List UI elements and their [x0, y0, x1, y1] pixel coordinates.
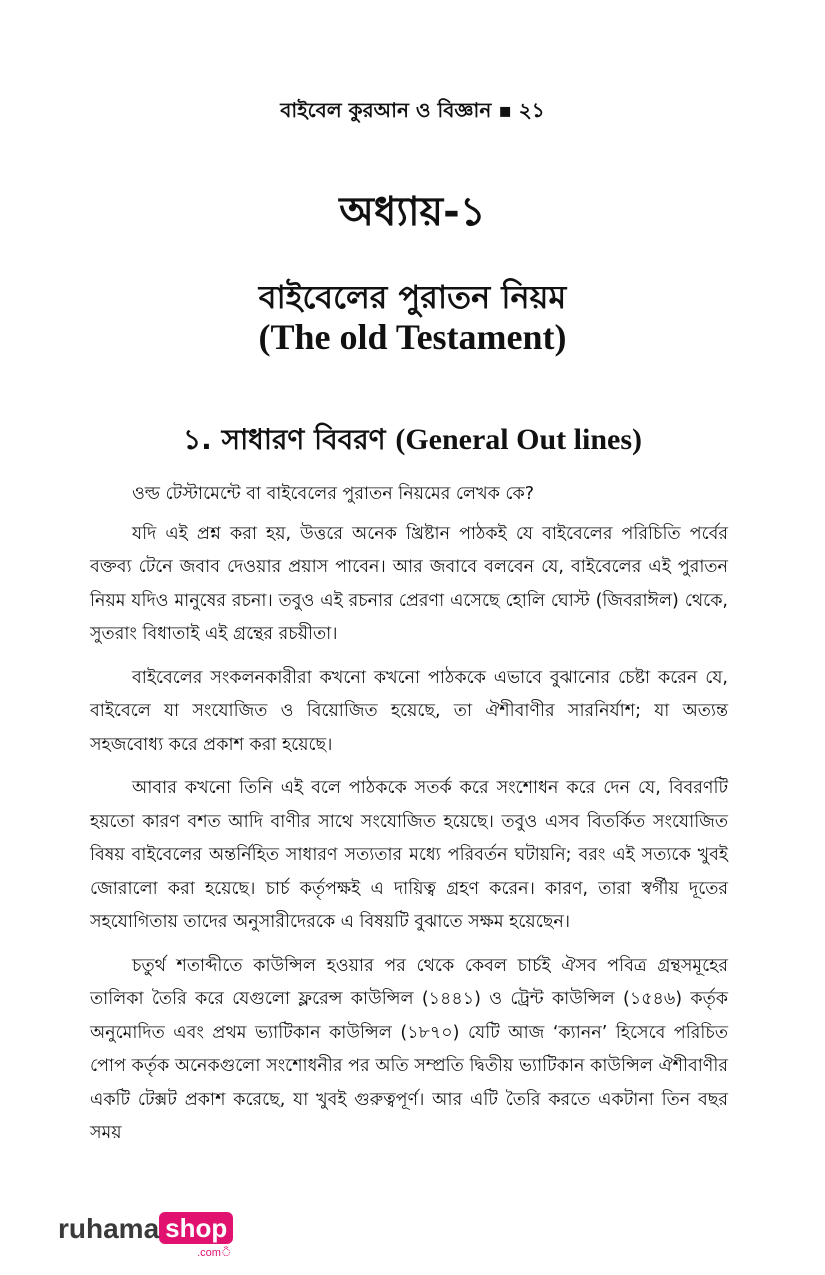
running-header: বাইবেল কুরআন ও বিজ্ঞান ▪ ২১	[280, 98, 545, 122]
chapter-title: অধ্যায়-১	[339, 189, 486, 235]
section-heading-bengali: ১. সাধারণ বিবরণ	[183, 423, 386, 456]
logo-dotcom-text: .comঁ	[197, 1247, 232, 1259]
logo-ruhama-text: ruhama	[58, 1213, 160, 1244]
paragraph: আবার কখনো তিনি এই বলে পাঠককে সতর্ক করে সংশোধন করে দেন যে, বিবরণটি হয়তো কারণ বশত আদি বাণীর সাথে সংযোজিত হয়েছে। তবুও এসব বিতর্কিত সংযোজিত বিষয় বাইবেলের অন্তর্নিহিত সাধারণ সত্যতার মধ্যে পরিবর্তন ঘটায়নি; বরং এই সত্যকে খুবই জোরালো করা হয়েছে। চার্চ কর্তৃপক্ষই এ দায়িত্ব গ্রহণ করেন। কারণ, তারা স্বর্গীয় দূতের সহযোগিতায় তাদের অনুসারীদেরকে এ বিষয়টি বুঝাতে সক্ষম হয়েছেন।	[90, 778, 728, 932]
chapter-subtitle-bengali: বাইবেলের পুরাতন নিয়ম	[258, 278, 567, 316]
paragraph: যদি এই প্রশ্ন করা হয়, উত্তরে অনেক খ্রিষ্টান পাঠকই যে বাইবেলের পরিচিতি পর্বের বক্তব্য টেনে জবাব দেওয়ার প্রয়াস পাবেন। আর জবাবে বলবেন যে, বাইবেলের এই পুরাতন নিয়ম যদিও মানুষের রচনা। তবুও এই রচনার প্রেরণা এসেছে হোলি ঘোস্ট (জিবরাঈল) থেকে, সুতরাং বিধাতাই এই গ্রন্থের রচয়ীতা।	[90, 523, 728, 644]
body-text	[90, 478, 728, 1161]
ruhamashop-logo	[58, 1212, 233, 1259]
section-heading	[0, 418, 825, 465]
paragraph: চতুর্থ শতাব্দীতে কাউন্সিল হওয়ার পর থেকে কেবল চার্চই ঐসব পবিত্র গ্রন্থসমূহের তালিকা তৈরি করে যেগুলো ফ্লরেন্স কাউন্সিল (১৪৪১) ও ট্রেন্ট কাউন্সিল (১৫৪৬) কর্তৃক অনুমোদিত এবং প্রথম ভ্যাটিকান কাউন্সিল (১৮৭০) যেটি আজ ‘ক্যানন’ হিসেবে পরিচিত পোপ কর্তৃক অনেকগুলো সংশোধনীর পর অতি সম্প্রতি দ্বিতীয় ভ্যাটিকান কাউন্সিল ঐশীবাণীর একটি টেক্সট প্রকাশ করেছে, যা খুবই গুরুত্বপূর্ণ। আর এটি তৈরি করতে একটানা তিন বছর সময়	[90, 955, 728, 1143]
paragraph-question: ওল্ড টেস্টামেন্টে বা বাইবেলের পুরাতন নিয়মের লেখক কে?	[132, 484, 535, 504]
paragraph: বাইবেলের সংকলনকারীরা কখনো কখনো পাঠককে এভাবে বুঝানোর চেষ্টা করেন যে, বাইবেলে যা সংযোজিত ও বিয়োজিত হয়েছে, তা ঐশীবাণীর সারনির্যাশ; যা অত্যন্ত সহজবোধ্য করে প্রকাশ করা হয়েছে।	[90, 667, 728, 755]
section-heading-english: (General Out lines)	[395, 423, 642, 456]
logo-shop-badge: shop	[159, 1212, 233, 1244]
chapter-subtitle-english: (The old Testament)	[258, 317, 567, 357]
